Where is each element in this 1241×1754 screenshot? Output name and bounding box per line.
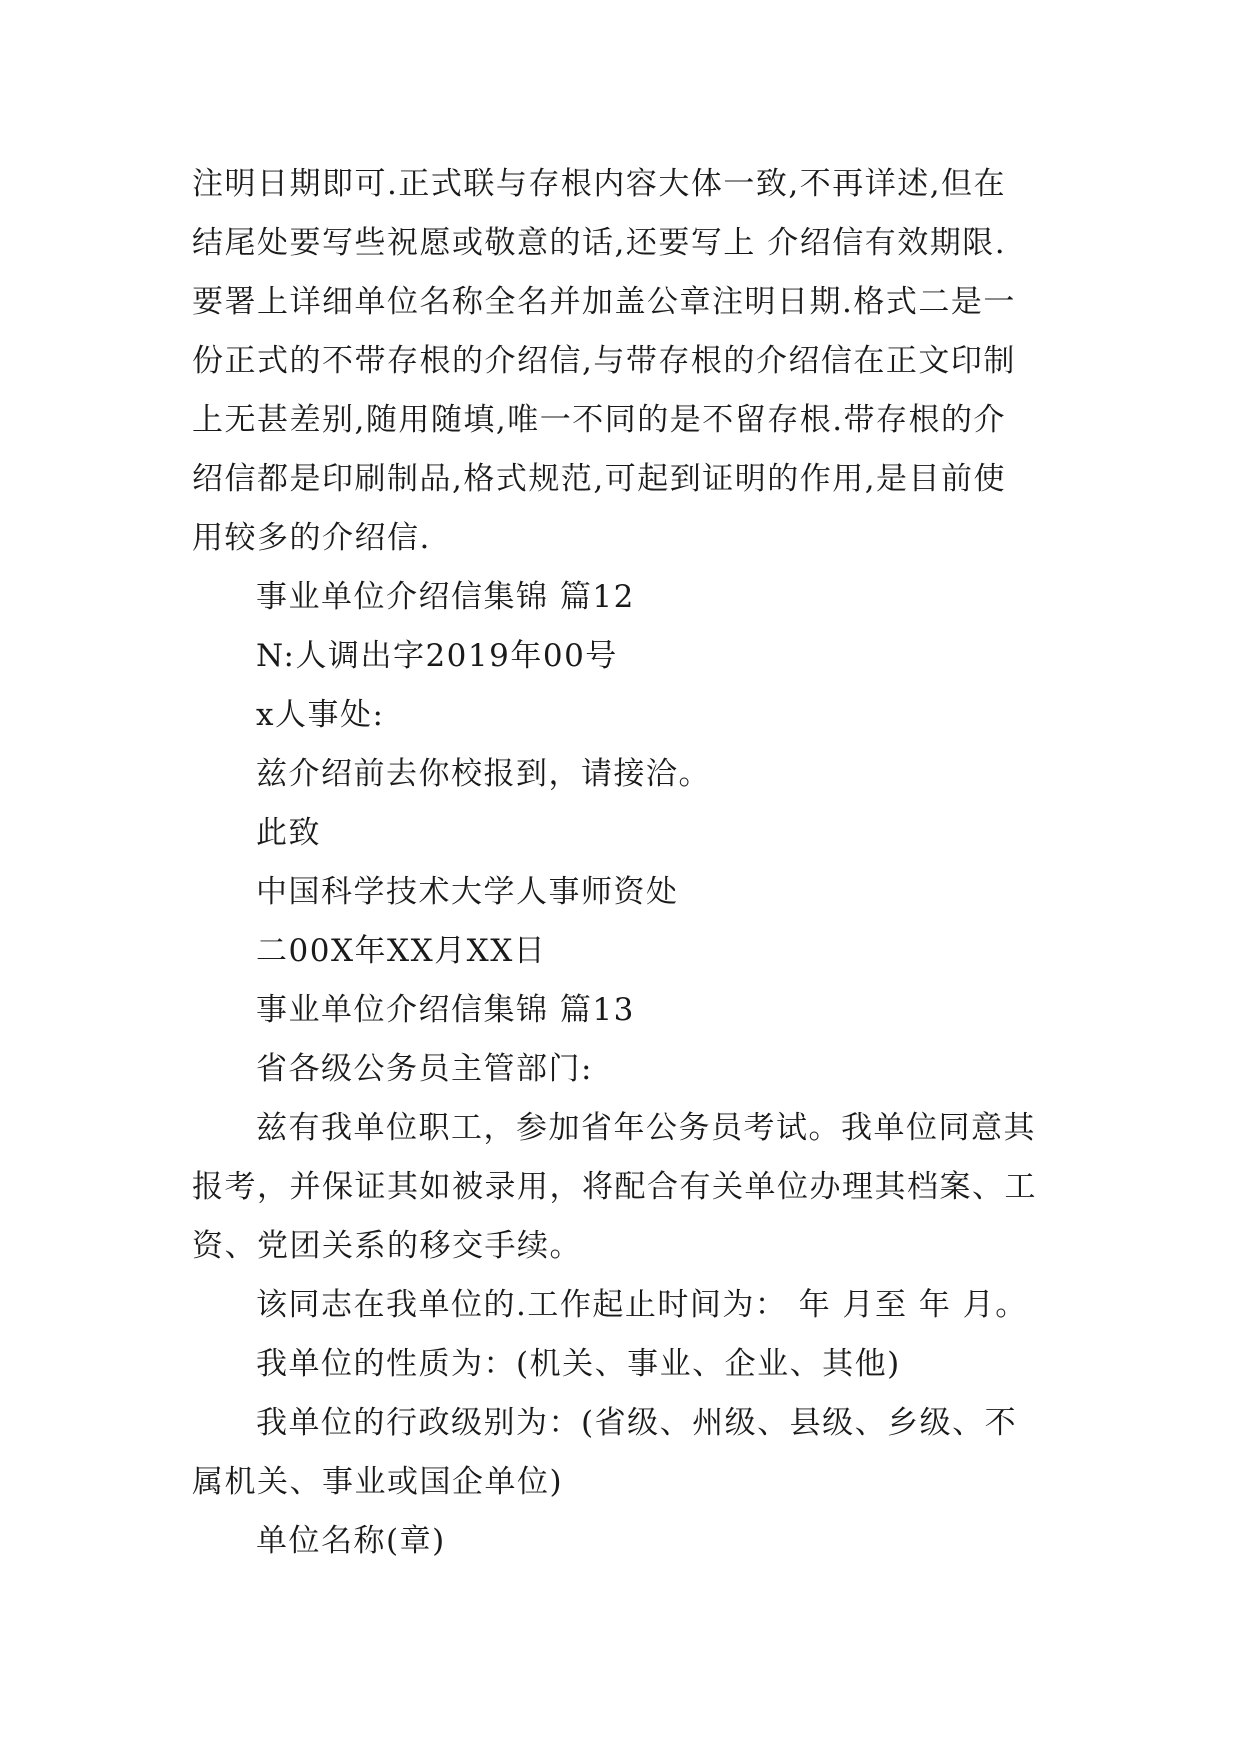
text-line: 要署上详细单位名称全名并加盖公章注明日期.格式二是一 [192,284,1016,320]
body-text: 兹有我单位职工，参加省年公务员考试。我单位同意其 [256,1110,1036,1146]
signature-unit: 中国科学技术大学人事师资处 [256,874,679,910]
text-line: 上无甚差别,随用随填,唯一不同的是不留存根.带存根的介 [192,402,1007,438]
body-text: 该同志在我单位的.工作起止时间为： 年 月至 年 月。 [256,1287,1028,1323]
reference-number: N:人调出字2019年00号 [256,638,618,674]
body-text: 资、党团关系的移交手续。 [192,1228,582,1264]
signature-unit: 单位名称(章) [256,1523,446,1559]
date-line: 二00X年XX月XX日 [256,933,547,969]
section-heading: 事业单位介绍信集锦 篇12 [256,579,635,615]
text-line: 份正式的不带存根的介绍信,与带存根的介绍信在正文印制 [192,343,1016,379]
body-text: 报考，并保证其如被录用，将配合有关单位办理其档案、工 [192,1169,1037,1205]
text-line: 注明日期即可.正式联与存根内容大体一致,不再详述,但在 [192,166,1007,202]
text-line: 用较多的介绍信. [192,520,431,556]
body-text: 我单位的行政级别为：(省级、州级、县级、乡级、不 [256,1405,1018,1441]
section-heading: 事业单位介绍信集锦 篇13 [256,992,635,1028]
recipient: x人事处: [256,697,385,733]
closing: 此致 [256,815,321,851]
body-text: 我单位的性质为：(机关、事业、企业、其他) [256,1346,901,1382]
body-text: 属机关、事业或国企单位) [192,1464,564,1500]
text-line: 结尾处要写些祝愿或敬意的话,还要写上 介绍信有效期限. [192,225,1007,261]
text-line: 绍信都是印刷制品,格式规范,可起到证明的作用,是目前使 [192,461,1007,497]
body-text: 兹介绍前去你校报到，请接洽。 [256,756,711,792]
recipient: 省各级公务员主管部门: [256,1051,593,1087]
